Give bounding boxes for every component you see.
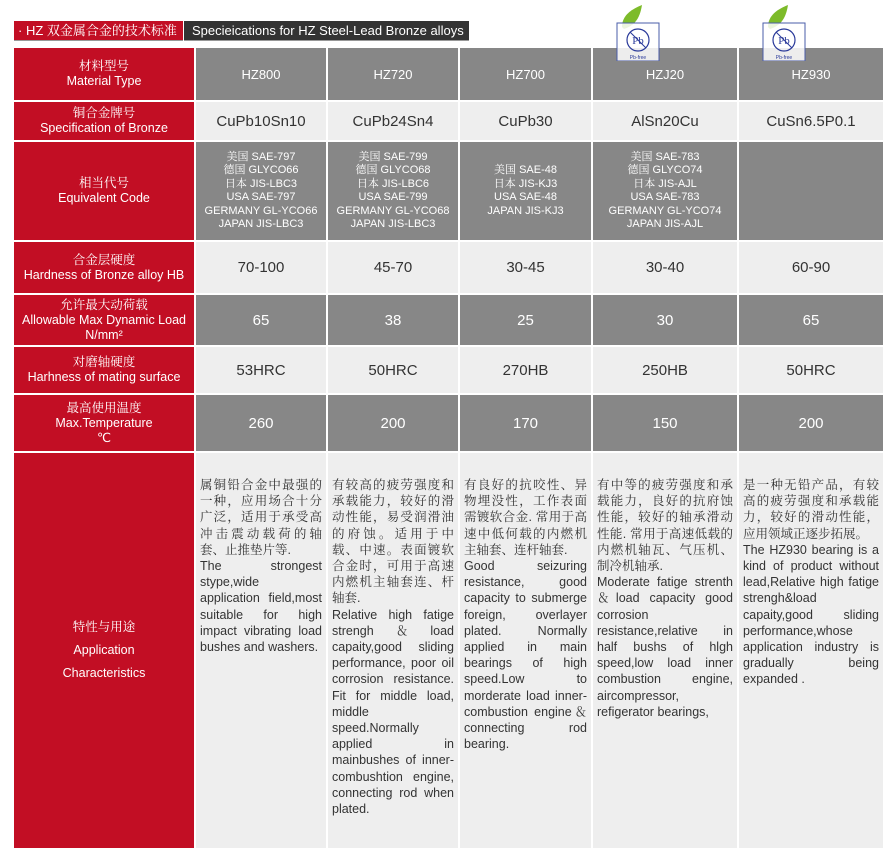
pb-free-icon xyxy=(762,5,806,61)
application-text-en: Moderate fatige strenth＆load capacity good corrosion resistance,relative in half bushs of hlgh speed,low load inner combustion engine, aircompressor, refigerator bearings, xyxy=(597,575,733,719)
equivalent-code-line: USA SAE-797 xyxy=(226,191,296,203)
application-text-cn: 有中等的疲劳强度和承载能力，良好的抗府蚀性能，较好的轴承滑动性能. 常用于高速低载的内燃机轴瓦、气压机、制冷机轴承. xyxy=(597,478,733,574)
row-label-mating xyxy=(14,347,194,393)
cell-bronze: CuSn6.5P0.1 xyxy=(739,102,883,140)
row-label-load xyxy=(14,295,194,345)
cell-hardness: 30-40 xyxy=(593,242,737,293)
row-label-en: Material Type xyxy=(66,74,142,88)
cell-temperature: 200 xyxy=(328,395,458,451)
specifications-table xyxy=(14,48,883,848)
row-label-en: Specification of Bronze xyxy=(40,121,168,135)
pb-free-label: Pb-free xyxy=(629,55,647,61)
title-chinese: · HZ 双金属合金的技术标准 xyxy=(14,21,183,41)
application-text xyxy=(464,477,587,752)
equivalent-code-line: USA SAE-48 xyxy=(494,191,557,203)
cell-bronze: CuPb24Sn4 xyxy=(328,102,458,140)
application-text-en: The strongest stype,wide application field,most suitable for high impact vibrating load bushes and washers. xyxy=(200,559,322,655)
cell-hardness: 70-100 xyxy=(196,242,326,293)
cell-load: 30 xyxy=(593,295,737,345)
equivalent-code-line: JAPAN JIS-LBC3 xyxy=(218,218,304,230)
cell-load: 25 xyxy=(460,295,591,345)
equivalent-code-line: 美国 SAE-797 xyxy=(226,150,296,163)
application-text xyxy=(200,477,322,655)
application-text-cn: 属铜铅合金中最强的一种，应用场合十分广泛，适用于承受高冲击震动载荷的轴套、止推垫片等. xyxy=(200,478,322,557)
cell-equivalent xyxy=(328,142,458,240)
cell-load: 38 xyxy=(328,295,458,345)
row-label-en: Characteristics xyxy=(62,666,146,680)
equivalent-code-line: JAPAN JIS-LBC3 xyxy=(350,218,436,230)
application-text-cn: 有较高的疲劳强度和承载能力，较好的滑动性能，易受润滑油的府蚀。适用于中载、中速。表面镀软合金时，可用于高速内燃机主轴套连、杆轴套. xyxy=(332,478,454,606)
application-text-cn: 是一种无铅产品，有较高的疲劳强度和承载能力，较好的滑动性能，应用领域正逐步拓展。 xyxy=(743,478,879,541)
cell-application xyxy=(593,453,737,848)
application-text-en: Relative high fatige strengh＆load capaity,good sliding performance, poor oil corrosion resistance. Fit for middle load, middle speed.Normally applied in mainbushes of inner-combushtion engine, connecting rod when plated. xyxy=(332,607,454,817)
row-label-cn: 材料型号 xyxy=(78,59,129,73)
equivalent-code-line: GERMANY GL-YCO74 xyxy=(608,204,722,217)
cell-equivalent xyxy=(593,142,737,240)
application-text xyxy=(743,477,879,688)
equivalent-code-line: 美国 SAE-783 xyxy=(630,150,700,163)
cell-mating: 250HB xyxy=(593,347,737,393)
cell-material: HZ720 xyxy=(328,48,458,100)
row-label-en: Hardness of Bronze alloy HB xyxy=(23,267,185,282)
row-label-cn: 对磨轴硬度 xyxy=(72,355,136,369)
cell-temperature: 150 xyxy=(593,395,737,451)
row-label-unit: ℃ xyxy=(96,430,112,445)
pb-label: Pb xyxy=(632,35,644,47)
row-label-cn: 相当代号 xyxy=(78,176,129,190)
cell-hardness: 30-45 xyxy=(460,242,591,293)
row-label-unit: N/mm² xyxy=(85,327,123,342)
cell-equivalent xyxy=(196,142,326,240)
row-label-application xyxy=(14,453,194,848)
equivalent-code-line: JAPAN JIS-AJL xyxy=(626,218,704,230)
row-label-cn: 特性与用途 xyxy=(72,620,136,634)
cell-temperature: 200 xyxy=(739,395,883,451)
cell-material: HZJ20 xyxy=(593,48,737,100)
pb-label: Pb xyxy=(778,35,790,47)
row-label-en: Allowable Max Dynamic Load xyxy=(22,312,186,327)
row-label-en: Application xyxy=(73,643,135,657)
row-label-en: Max.Temperature xyxy=(55,415,153,430)
cell-hardness: 60-90 xyxy=(739,242,883,293)
application-text xyxy=(597,477,733,720)
row-label-cn: 允许最大动荷载 xyxy=(60,297,148,312)
equivalent-code-line: 德国 GLYCO66 xyxy=(223,164,299,176)
equivalent-code-line: 日本 JIS-LBC3 xyxy=(224,177,298,190)
application-text-cn: 有良好的抗咬性、异物埋没性，工作表面需镀软合金. 常用于高速中低何载的内燃机主轴套、连杆轴套. xyxy=(464,478,587,557)
cell-application xyxy=(460,453,591,848)
cell-bronze: AlSn20Cu xyxy=(593,102,737,140)
row-label-en: Harhness of mating surface xyxy=(27,370,181,384)
cell-application xyxy=(739,453,883,848)
equivalent-code-line: 美国 SAE-48 xyxy=(494,164,557,176)
row-label-cn: 最高使用温度 xyxy=(66,400,142,415)
equivalent-code-line: GERMANY GL-YCO66 xyxy=(204,204,318,217)
equivalent-code-line: GERMANY GL-YCO68 xyxy=(336,204,450,217)
equivalent-code-line: 日本 JIS-KJ3 xyxy=(493,177,558,190)
row-label-material xyxy=(14,48,194,100)
cell-load: 65 xyxy=(739,295,883,345)
cell-bronze: CuPb10Sn10 xyxy=(196,102,326,140)
equivalent-code-line: JAPAN JIS-KJ3 xyxy=(487,204,564,217)
title-english: Specieications for HZ Steel-Lead Bronze alloys xyxy=(184,21,469,41)
application-text-en: Good seizuring resistance, good capacity to submerge foreign, overlayer plated. Normally applied in main bearings of high speed.Low to morderate load inner-combustion engine＆connecting rod bearing. xyxy=(464,559,587,752)
row-label-hardness xyxy=(14,242,194,293)
equivalent-code-line: 德国 GLYCO68 xyxy=(355,164,431,176)
equivalent-code-line: 德国 GLYCO74 xyxy=(627,164,703,176)
row-label-en: Equivalent Code xyxy=(58,191,150,205)
application-text-en: The HZ930 bearing is a kind of product without lead,Relative high fatige strengh&load capaity,good sliding performance,whose application industry is gradually being expanded . xyxy=(743,542,879,687)
cell-material: HZ800 xyxy=(196,48,326,100)
cell-equivalent xyxy=(460,142,591,240)
pb-free-label: Pb-free xyxy=(775,55,793,61)
cell-material: HZ930 xyxy=(739,48,883,100)
row-label-cn: 铜合金牌号 xyxy=(72,106,136,120)
equivalent-code-line: 日本 JIS-AJL xyxy=(633,177,697,190)
cell-application xyxy=(328,453,458,848)
cell-load: 65 xyxy=(196,295,326,345)
row-label-temperature xyxy=(14,395,194,451)
application-text xyxy=(332,477,454,817)
cell-mating: 53HRC xyxy=(196,347,326,393)
row-label-equivalent xyxy=(14,142,194,240)
cell-mating: 270HB xyxy=(460,347,591,393)
row-label-cn: 合金层硬度 xyxy=(72,252,136,267)
cell-application xyxy=(196,453,326,848)
equivalent-code-line: USA SAE-783 xyxy=(630,191,700,203)
cell-bronze: CuPb30 xyxy=(460,102,591,140)
equivalent-code-line: USA SAE-799 xyxy=(358,191,428,203)
equivalent-code-line: 日本 JIS-LBC6 xyxy=(356,177,430,190)
cell-material: HZ700 xyxy=(460,48,591,100)
cell-mating: 50HRC xyxy=(328,347,458,393)
cell-equivalent xyxy=(739,142,883,240)
cell-temperature: 260 xyxy=(196,395,326,451)
cell-temperature: 170 xyxy=(460,395,591,451)
cell-hardness: 45-70 xyxy=(328,242,458,293)
pb-free-icon xyxy=(616,5,660,61)
row-label-bronze xyxy=(14,102,194,140)
equivalent-code-line: 美国 SAE-799 xyxy=(358,150,428,163)
cell-mating: 50HRC xyxy=(739,347,883,393)
